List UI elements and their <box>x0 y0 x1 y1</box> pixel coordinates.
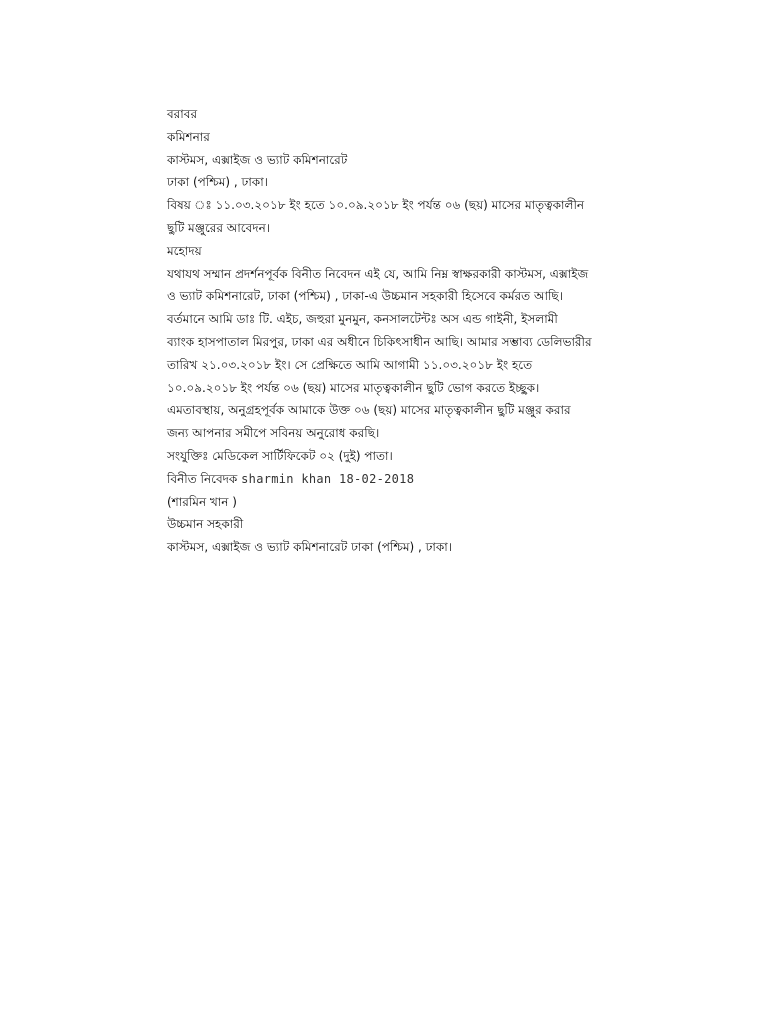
closing-label: বিনীত নিবেদক <box>167 471 238 486</box>
body-line: ১০.০৯.২০১৮ ইং পর্যন্ত ০৬ (ছয়) মাসের মাতৃত্বকালীন ছুটি ভোগ করতে ইচ্ছুক। <box>167 380 540 395</box>
attachment-line: সংযুক্তিঃ মেডিকেল সার্টিফিকেট ০২ (দুই) পাতা। <box>167 448 393 463</box>
subject-line: ছুটি মঞ্জুরের আবেদন। <box>167 220 271 235</box>
sender-office: কাস্টমস, এক্সাইজ ও ভ্যাট কমিশনারেট ঢাকা (পশ্চিম) , ঢাকা। <box>167 540 453 555</box>
sender-title: উচ্চমান সহকারী <box>167 517 244 532</box>
recipient-city: ঢাকা (পশ্চিম) , ঢাকা। <box>167 175 268 190</box>
recipient-title: কমিশনার <box>167 129 210 144</box>
body-line: ও ভ্যাট কমিশনারেট, ঢাকা (পশ্চিম) , ঢাকা-এ উচ্চমান সহকারী হিসেবে কর্মরত আছি। <box>167 289 563 304</box>
body-line: যথাযথ সম্মান প্রদর্শনপূর্বক বিনীত নিবেদন এই যে, আমি নিম্ন স্বাক্ষরকারী কাস্টমস, এক্সাইজ <box>167 266 589 281</box>
letter <box>167 103 592 559</box>
body-line: এমতাবস্থায়, অনুগ্রহপূর্বক আমাকে উক্ত ০৬ (ছয়) মাসের মাতৃত্বকালীন ছুটি মঞ্জুর করার <box>167 403 571 418</box>
subject-line: বিষয় ঃ ১১.০৩.২০১৮ ইং হতে ১০.০৯.২০১৮ ইং পর্যন্ত ০৬ (ছয়) মাসের মাতৃত্বকালীন <box>167 198 585 213</box>
greeting: মহোদয় <box>167 243 202 258</box>
closing-line <box>167 468 587 491</box>
sender-name: (শারমিন খান ) <box>167 494 237 509</box>
body-line: ব্যাংক হাসপাতাল মিরপুর, ঢাকা এর অধীনে চিকিৎসাধীন আছি। আমার সম্ভাব্য ডেলিভারীর <box>167 334 592 349</box>
signature-text: sharmin khan 18-02-2018 <box>241 471 415 486</box>
salutation-to: বরাবর <box>167 107 198 121</box>
body-line: বর্তমানে আমি ডাঃ টি. এইচ, জহুরা মুনমুন, কনসালটেন্টঃ অস এন্ড গাইনী, ইসলামী <box>167 312 558 327</box>
body-line: তারিখ ২১.০৩.২০১৮ ইং। সে প্রেক্ষিতে আমি আগামী ১১.০৩.২০১৮ ইং হতে <box>167 357 533 372</box>
recipient-office: কাস্টমস, এক্সাইজ ও ভ্যাট কমিশনারেট <box>167 152 348 167</box>
body-line: জন্য আপনার সমীপে সবিনয় অনুরোধ করছি। <box>167 426 380 441</box>
